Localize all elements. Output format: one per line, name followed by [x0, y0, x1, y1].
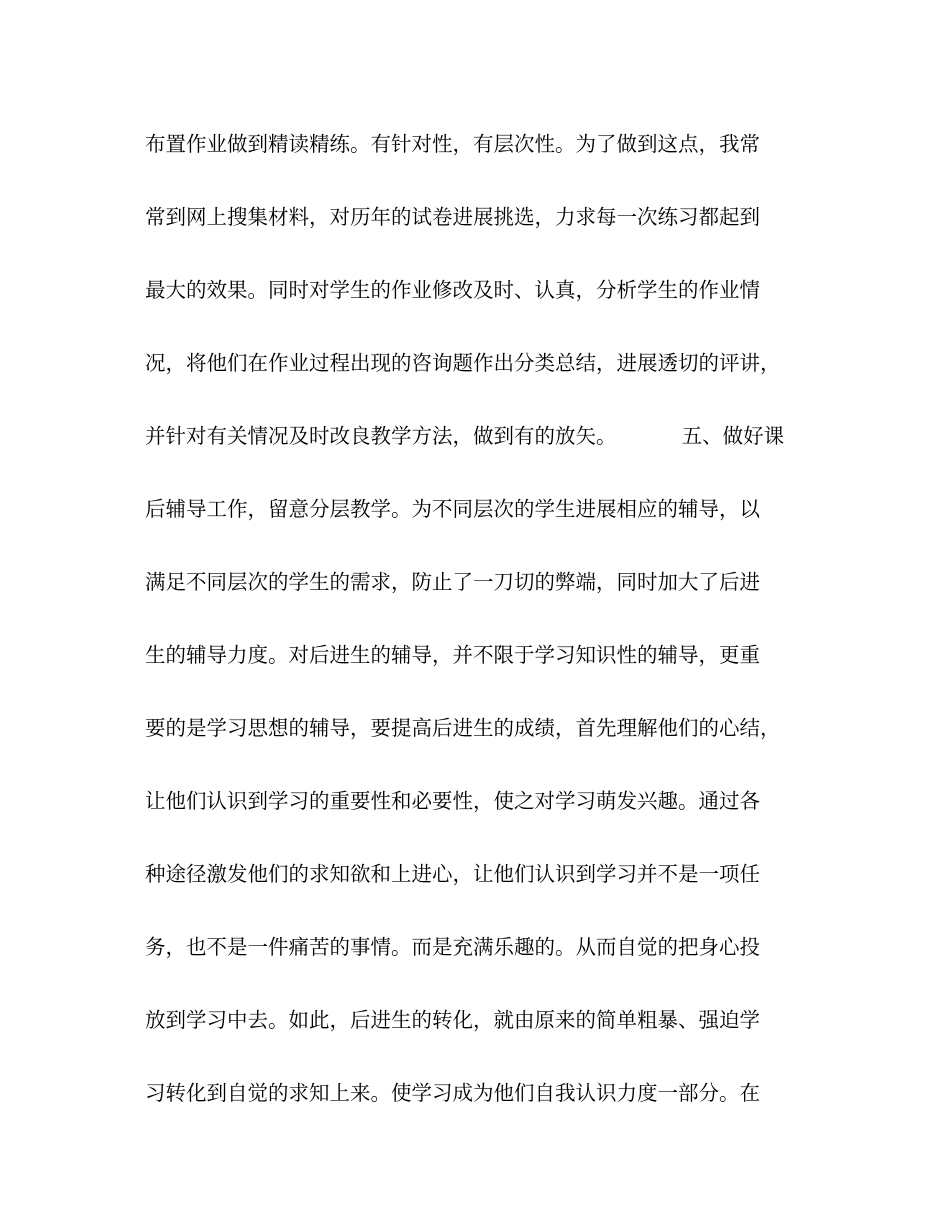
- text-line: 要的是学习思想的辅导，要提高后进生的成绩，首先理解他们的心结，: [145, 716, 781, 740]
- text-line: 常到网上搜集材料，对历年的试卷进展挑选，力求每一次练习都起到: [145, 205, 760, 229]
- text-line: 让他们认识到学习的重要性和必要性，使之对学习萌发兴趣。通过各: [145, 789, 760, 813]
- text-line: 放到学习中去。如此，后进生的转化，就由原来的简单粗暴、强迫学: [145, 1008, 760, 1032]
- text-line: 布置作业做到精读精练。有针对性，有层次性。为了做到这点，我常: [145, 132, 760, 156]
- text-line: 生的辅导力度。对后进生的辅导，并不限于学习知识性的辅导，更重: [145, 643, 760, 667]
- text-line: 满足不同层次的学生的需求，防止了一刀切的弊端，同时加大了后进: [145, 570, 760, 594]
- text-line: 况，将他们在作业过程出现的咨询题作出分类总结，进展透切的评讲，: [145, 351, 781, 375]
- text-line: 种途径激发他们的求知欲和上进心，让他们认识到学习并不是一项任: [145, 862, 760, 886]
- body-text: [145, 124, 825, 1146]
- text-line: 务，也不是一件痛苦的事情。而是充满乐趣的。从而自觉的把身心投: [145, 935, 760, 959]
- text-line: 最大的效果。同时对学生的作业修改及时、认真，分析学生的作业情: [145, 278, 760, 302]
- text-line: 并针对有关情况及时改良教学方法，做到有的放矢。 五、做好课: [145, 424, 785, 448]
- text-line: 习转化到自觉的求知上来。使学习成为他们自我认识力度一部分。在: [145, 1081, 760, 1105]
- text-line: 后辅导工作，留意分层教学。为不同层次的学生进展相应的辅导，以: [145, 497, 760, 521]
